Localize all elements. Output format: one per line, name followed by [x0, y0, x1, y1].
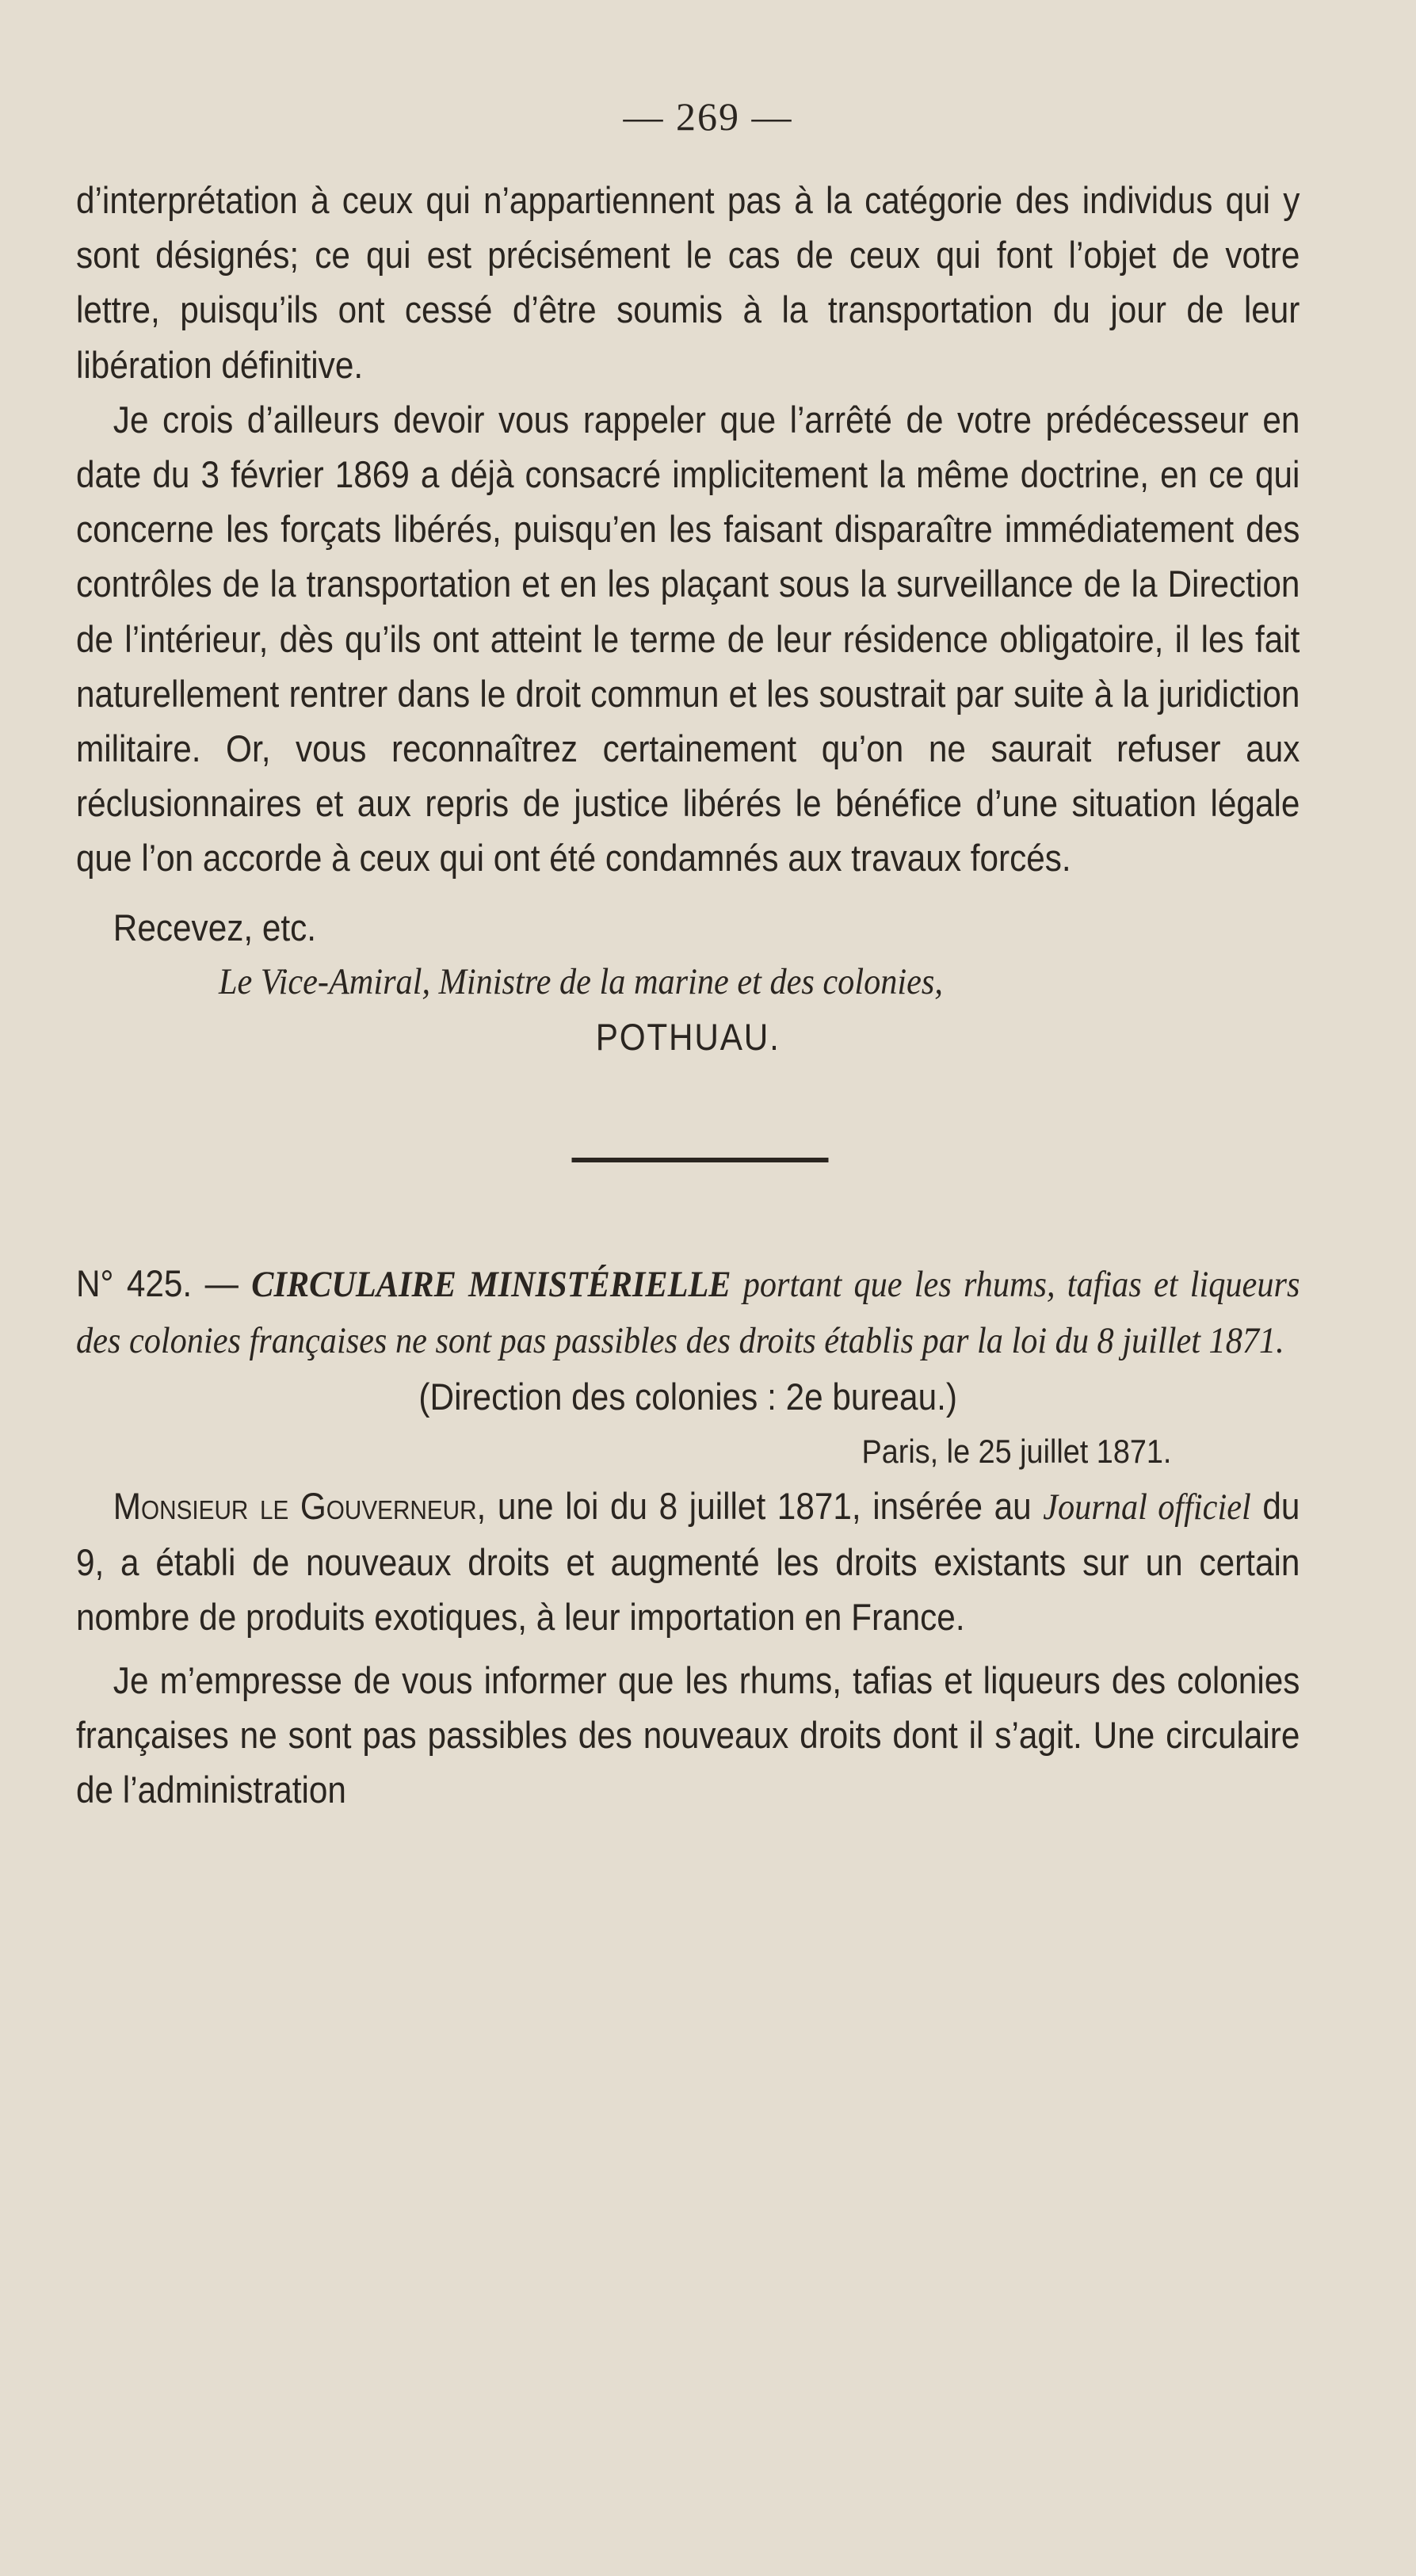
circular-subject: portant que les rhums, tafias et liqueurs des colonies françaises ne sont pas passibles des droits établis par la loi du — [76, 1264, 1300, 1362]
letter-text-b: du 9, a établi de nouveaux droits et augmenté les droits existants sur un certain nombre de produits exotiques, à leur importation en France. — [76, 1485, 1300, 1639]
circular-heading — [76, 1256, 1300, 1368]
letter-paragraph-1 — [76, 1479, 1300, 1645]
text-column — [76, 173, 1300, 1817]
letter-text-a: une loi du 8 juillet 1871, insérée au — [486, 1485, 1044, 1528]
circular-title: CIRCULAIRE MINISTÉRIELLE — [251, 1264, 731, 1306]
closing-formula: Recevez, etc. — [113, 906, 317, 948]
section-divider — [572, 1158, 829, 1162]
letter-paragraph-2: Je m’empresse de vous informer que les rhums, tafias et liqueurs des colonies françaises ne sont pas passibles des nouveaux droits dont il s’agit. Une circulaire de l’administration — [76, 1658, 1300, 1811]
salutation: Monsieur le Gouverneur, — [113, 1485, 487, 1528]
circular-number: N° 425. — — [76, 1262, 252, 1305]
dateline: Paris, le 25 juillet 1871. — [861, 1432, 1172, 1470]
page-number: — 269 — — [623, 94, 793, 139]
signatory-title: Le Vice-Amiral, Ministre de la marine et des colonies, — [219, 960, 943, 1002]
paragraph-continuation: d’interprétation à ceux qui n’appartiennent pas à la catégorie des individus qui y sont désignés; ce qui est précisément le cas de ceux qui font l’objet de votre lettre, puisqu’ils ont cessé d’être soumis à la transportation du jour de leur libération définitive. — [76, 179, 1300, 386]
issuing-direction: (Direction des colonies : 2e bureau.) — [418, 1375, 957, 1418]
circular-law-date: 8 juillet 1871. — [1097, 1320, 1284, 1362]
journal-title: Journal officiel — [1043, 1486, 1251, 1528]
paragraph-doctrine: Je crois d’ailleurs devoir vous rappeler que l’arrêté de votre prédécesseur en date du 3 février 1869 a déjà consacré implicitement la même doctrine, en ce qui concerne les forçats libérés, puisqu’en les faisant disparaître immédiatement des contrôles de la transportation et en les plaçant sous la surveillance de la Direction de l’intérieur, dès qu’ils ont atteint le terme de leur résidence obligatoire, il les fait naturellement rentrer dans le droit commun et les soustrait par suite à la juridiction militaire. Or, vous reconnaîtrez certainement qu’on ne saurait refuser aux réclusionnaires et aux repris de justice libérés le bénéfice d’une situation légale que l’on accorde à ceux qui ont été condamnés aux travaux forcés. — [76, 398, 1300, 880]
signatory-name: POTHUAU. — [595, 1016, 781, 1059]
